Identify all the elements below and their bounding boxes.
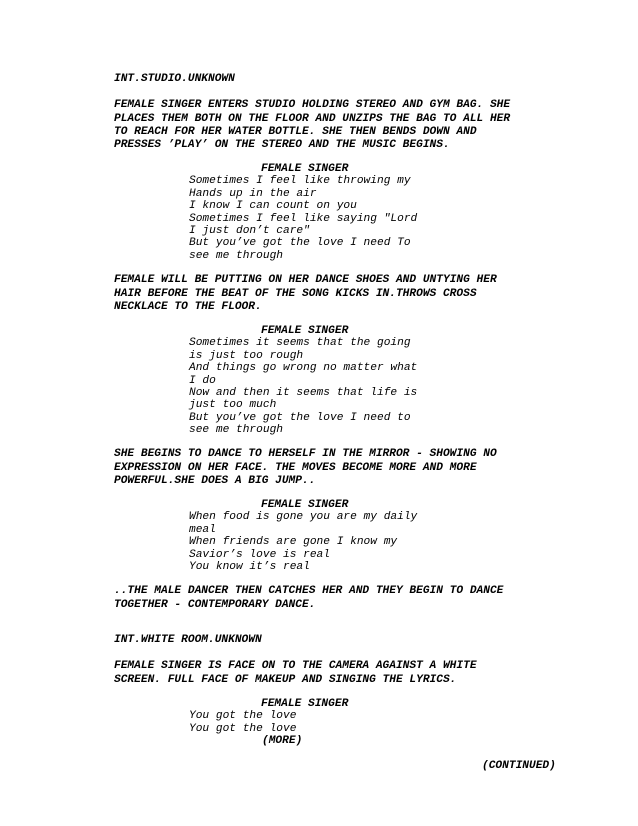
continued-marker: (CONTINUED) — [482, 760, 556, 772]
action-line: PRESSES ’PLAY’ ON THE STEREO AND THE MUSIC BEGINS. — [114, 139, 450, 151]
dialogue-line: I do — [189, 375, 216, 387]
dialogue-line: Savior’s love is real — [189, 549, 330, 561]
action-line: FEMALE SINGER ENTERS STUDIO HOLDING STEREO AND GYM BAG. SHE — [114, 99, 511, 111]
action-line: PLACES THEM BOTH ON THE FLOOR AND UNZIPS THE BAG TO ALL HER — [114, 113, 511, 125]
dialogue-line: When food is gone you are my daily — [189, 511, 418, 523]
dialogue-line: And things go wrong no matter what — [189, 362, 418, 374]
dialogue-line: You know it’s real — [189, 561, 310, 573]
dialogue-line: Now and then it seems that life is — [189, 387, 418, 399]
character-cue: FEMALE SINGER — [261, 325, 349, 337]
action-line: FEMALE SINGER IS FACE ON TO THE CAMERA AGAINST A WHITE — [114, 660, 477, 672]
action-line: FEMALE WILL BE PUTTING ON HER DANCE SHOES AND UNTYING HER — [114, 274, 497, 286]
dialogue-line: But you’ve got the love I need To — [189, 237, 411, 249]
action-line: HAIR BEFORE THE BEAT OF THE SONG KICKS IN.THROWS CROSS — [114, 288, 477, 300]
scene-heading: INT.WHITE ROOM.UNKNOWN — [114, 634, 262, 646]
dialogue-line: see me through — [189, 424, 283, 436]
dialogue-line: Sometimes it seems that the going — [189, 337, 411, 349]
dialogue-line: Hands up in the air — [189, 188, 317, 200]
dialogue-line: You got the love — [189, 723, 297, 735]
character-cue: FEMALE SINGER — [261, 698, 349, 710]
action-line: NECKLACE TO THE FLOOR. — [114, 301, 262, 313]
action-line: SHE BEGINS TO DANCE TO HERSELF IN THE MIRROR - SHOWING NO — [114, 448, 497, 460]
action-line: TO REACH FOR HER WATER BOTTLE. SHE THEN BENDS DOWN AND — [114, 126, 477, 138]
dialogue-line: I just don’t care" — [189, 225, 310, 237]
dialogue-line: You got the love — [189, 710, 297, 722]
action-line: POWERFUL.SHE DOES A BIG JUMP.. — [114, 475, 316, 487]
character-cue: FEMALE SINGER — [261, 499, 349, 511]
dialogue-line: just too much — [189, 399, 277, 411]
dialogue-line: Sometimes I feel like throwing my — [189, 175, 411, 187]
action-line: EXPRESSION ON HER FACE. THE MOVES BECOME MORE AND MORE — [114, 462, 477, 474]
dialogue-line: I know I can count on you — [189, 200, 357, 212]
scene-heading: INT.STUDIO.UNKNOWN — [114, 73, 235, 85]
dialogue-line: see me through — [189, 250, 283, 262]
dialogue-line: But you’ve got the love I need to — [189, 412, 411, 424]
action-line: SCREEN. FULL FACE OF MAKEUP AND SINGING THE LYRICS. — [114, 674, 457, 686]
action-line: TOGETHER - CONTEMPORARY DANCE. — [114, 599, 316, 611]
more-marker: (MORE) — [262, 735, 303, 747]
character-cue: FEMALE SINGER — [261, 163, 349, 175]
action-line: ..THE MALE DANCER THEN CATCHES HER AND THEY BEGIN TO DANCE — [114, 585, 504, 597]
dialogue-line: is just too rough — [189, 350, 304, 362]
dialogue-line: When friends are gone I know my — [189, 536, 398, 548]
dialogue-line: meal — [189, 524, 216, 536]
dialogue-line: Sometimes I feel like saying "Lord — [189, 213, 418, 225]
